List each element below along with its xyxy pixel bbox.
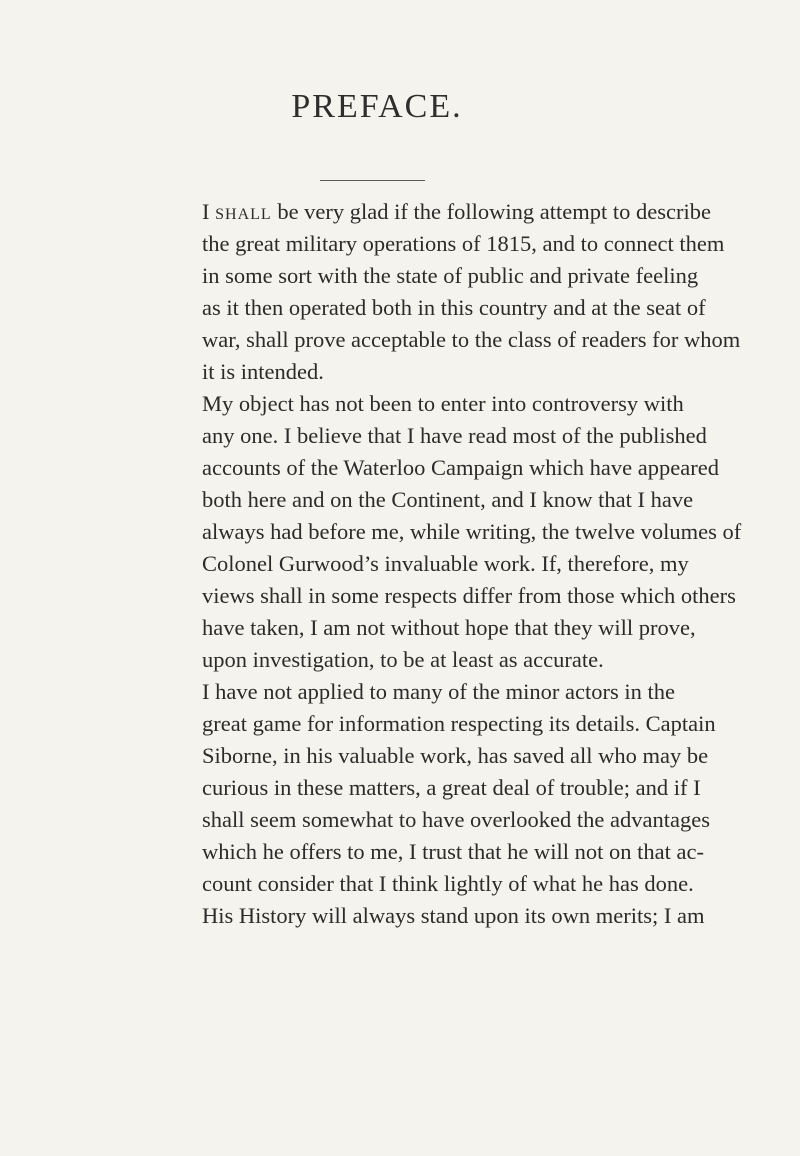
text-line: Siborne, in his valuable work, has saved all who may be — [202, 743, 709, 768]
text-line: the great military operations of 1815, and to connect them — [202, 231, 725, 256]
initial-word: I — [202, 199, 210, 224]
title-divider — [320, 180, 425, 181]
text-line: both here and on the Continent, and I know that I have — [202, 487, 694, 512]
text-line: I have not applied to many of the minor actors in the — [202, 679, 675, 704]
page-title: PREFACE. — [291, 88, 463, 125]
text-line: upon investigation, to be at least as accurate. — [202, 647, 604, 672]
text-line: views shall in some respects differ from those which others — [202, 583, 736, 608]
text-line: curious in these matters, a great deal of trouble; and if I — [202, 775, 701, 800]
text-line: count consider that I think lightly of what he has done. — [202, 871, 694, 896]
text-line: it is intended. — [202, 359, 324, 384]
text-line — [202, 196, 711, 228]
text-line: in some sort with the state of public and private feeling — [202, 263, 699, 288]
text-line: as it then operated both in this country and at the seat of — [202, 295, 706, 320]
text-line: His History will always stand upon its own merits; I am — [202, 903, 705, 928]
text-line: accounts of the Waterloo Campaign which have appeared — [202, 455, 719, 480]
text-line: have taken, I am not without hope that they will prove, — [202, 615, 696, 640]
text-line: war, shall prove acceptable to the class of readers for whom — [202, 327, 741, 352]
smallcaps-word: shall — [215, 199, 272, 224]
line-rest: be very glad if the following attempt to describe — [271, 199, 711, 224]
text-line: any one. I believe that I have read most of the published — [202, 423, 707, 448]
text-line: shall seem somewhat to have overlooked the advantages — [202, 807, 710, 832]
text-line: great game for information respecting its details. Captain — [202, 711, 716, 736]
text-line: My object has not been to enter into controversy with — [202, 391, 684, 416]
text-line: always had before me, while writing, the twelve volumes of — [202, 519, 742, 544]
text-line: Colonel Gurwood’s invaluable work. If, therefore, my — [202, 551, 689, 576]
text-line: which he offers to me, I trust that he will not on that ac- — [202, 839, 704, 864]
